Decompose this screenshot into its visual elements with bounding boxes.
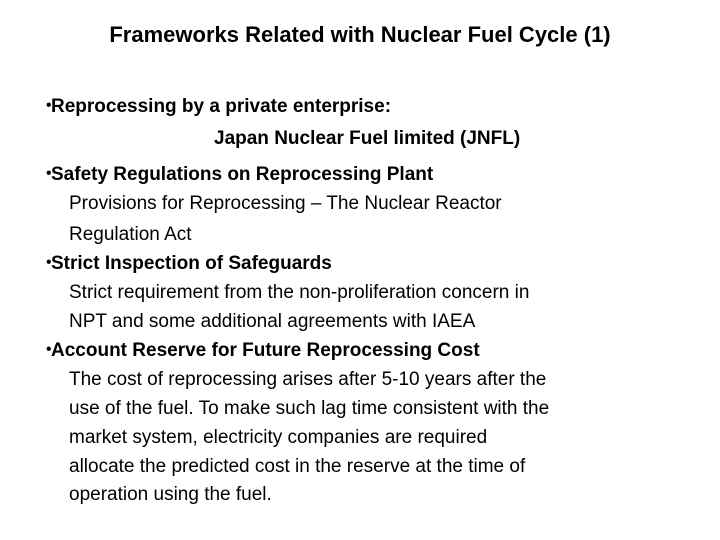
bullet-heading-safeguards: [44, 251, 332, 277]
bullet-heading-safety: [44, 162, 433, 188]
bullet-heading-account-reserve: [44, 338, 480, 364]
bullet-heading-reprocessing: [44, 94, 391, 120]
body-line: The cost of reprocessing arises after 5-10 years after the: [69, 369, 547, 390]
heading-text: Reprocessing by a private enterprise:: [51, 96, 392, 117]
heading-text: Account Reserve for Future Reprocessing Cost: [51, 340, 480, 361]
body-line: market system, electricity companies are required: [69, 427, 488, 448]
bullet-mark: ･: [44, 164, 54, 185]
body-line: allocate the predicted cost in the reserve at the time of: [69, 456, 526, 477]
bullet-mark: ･: [44, 253, 54, 274]
heading-text: Strict Inspection of Safeguards: [51, 253, 332, 274]
item-detail-jnfl: Japan Nuclear Fuel limited (JNFL): [214, 128, 521, 149]
body-line: use of the fuel. To make such lag time consistent with the: [69, 398, 550, 419]
heading-text: Safety Regulations on Reprocessing Plant: [51, 164, 434, 185]
bullet-mark: ･: [44, 96, 54, 117]
body-line: NPT and some additional agreements with IAEA: [69, 311, 476, 332]
body-line: Strict requirement from the non-proliferation concern in: [69, 282, 530, 303]
slide-title: Frameworks Related with Nuclear Fuel Cycle (1): [109, 22, 611, 47]
bullet-mark: ･: [44, 340, 54, 361]
body-line: Provisions for Reprocessing – The Nuclear Reactor: [69, 193, 502, 214]
body-line: Regulation Act: [69, 224, 192, 245]
body-line: operation using the fuel.: [69, 484, 272, 505]
